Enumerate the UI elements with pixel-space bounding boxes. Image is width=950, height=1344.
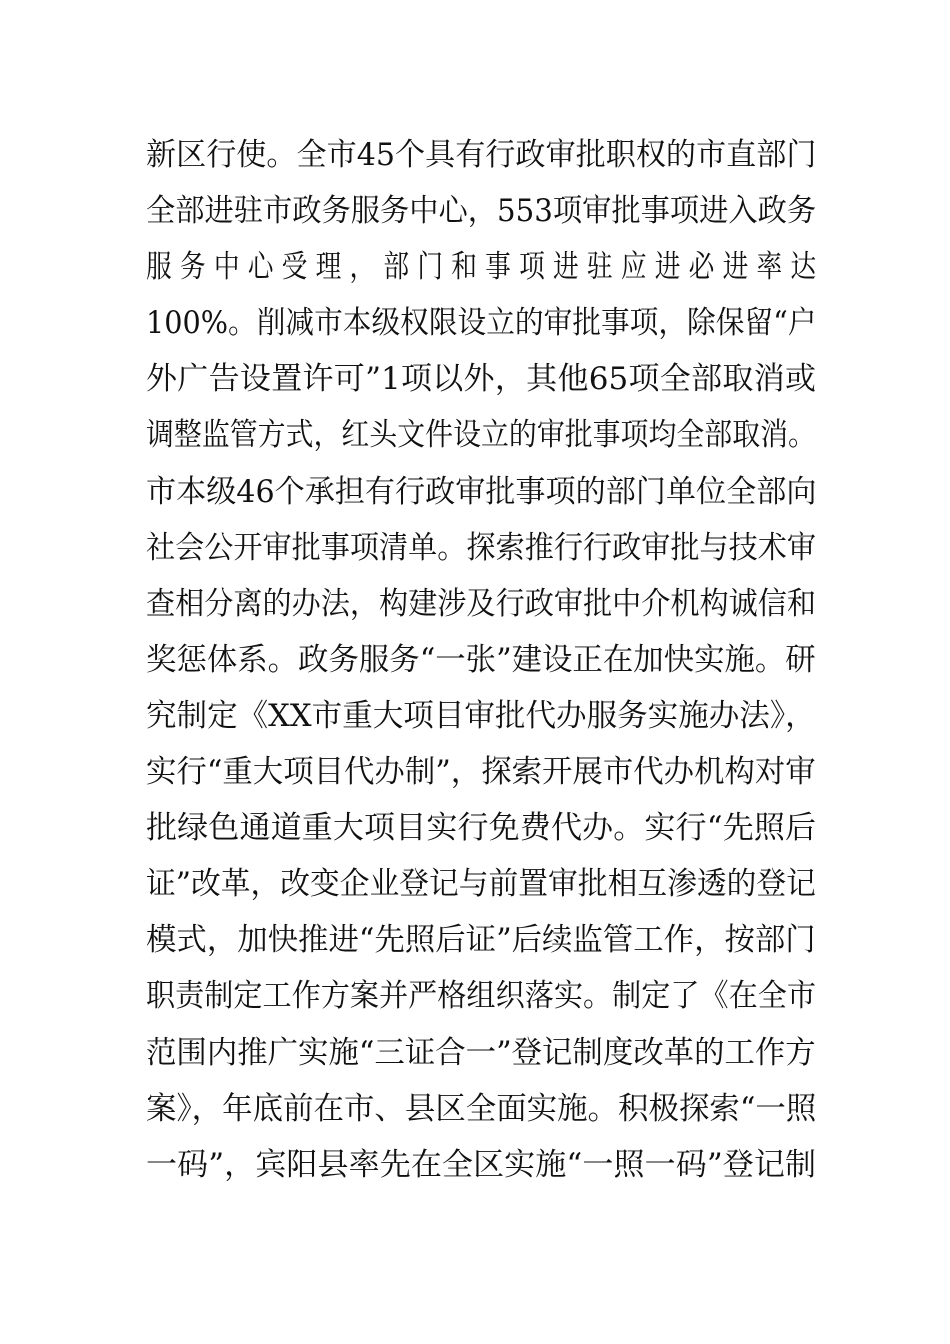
text-line: 100%。削减市本级权限设立的审批事项，除保留“户	[146, 305, 817, 342]
text-line: 查相分离的办法，构建涉及行政审批中介机构诚信和	[146, 585, 817, 622]
text-line: 社会公开审批事项清单。探索推行行政审批与技术审	[146, 529, 817, 566]
text-line: 究制定《XX市重大项目审批代办服务实施办法》，	[146, 697, 816, 734]
body-paragraph	[146, 127, 816, 1193]
text-line: 实行“重大项目代办制”，探索开展市代办机构对审	[146, 754, 816, 791]
text-line: 全部进驻市政务服务中心，553项审批事项进入政务	[146, 193, 817, 230]
text-line: 模式，加快推进“先照后证”后续监管工作，按部门	[146, 922, 816, 959]
text-line: 奖惩体系。政务服务“一张”建设正在加快实施。研	[146, 641, 816, 678]
text-line: 案》，年底前在市、县区全面实施。积极探索“一照	[146, 1090, 817, 1127]
text-line: 调整监管方式，红头文件设立的审批事项均全部取消。	[146, 417, 816, 454]
text-line: 批绿色通道重大项目实行免费代办。实行“先照后	[146, 810, 816, 847]
text-line: 范围内推广实施“三证合一”登记制度改革的工作方	[146, 1034, 816, 1071]
text-line: 职责制定工作方案并严格组织落实。制定了《在全市	[146, 978, 817, 1015]
text-line: 证”改革，改变企业登记与前置审批相互渗透的登记	[146, 866, 816, 903]
text-line: 服 务 中 心 受 理 ， 部 门 和 事 项 进 驻 应 进 必 进 率 达	[146, 249, 817, 286]
text-line: 外广告设置许可”1项以外，其他65项全部取消或	[146, 361, 816, 398]
text-line: 一码”，宾阳县率先在全区实施“一照一码”登记制	[146, 1146, 816, 1183]
text-line: 市本级46个承担有行政审批事项的部门单位全部向	[146, 473, 817, 510]
text-line: 新区行使。全市45个具有行政审批职权的市直部门	[146, 137, 817, 173]
